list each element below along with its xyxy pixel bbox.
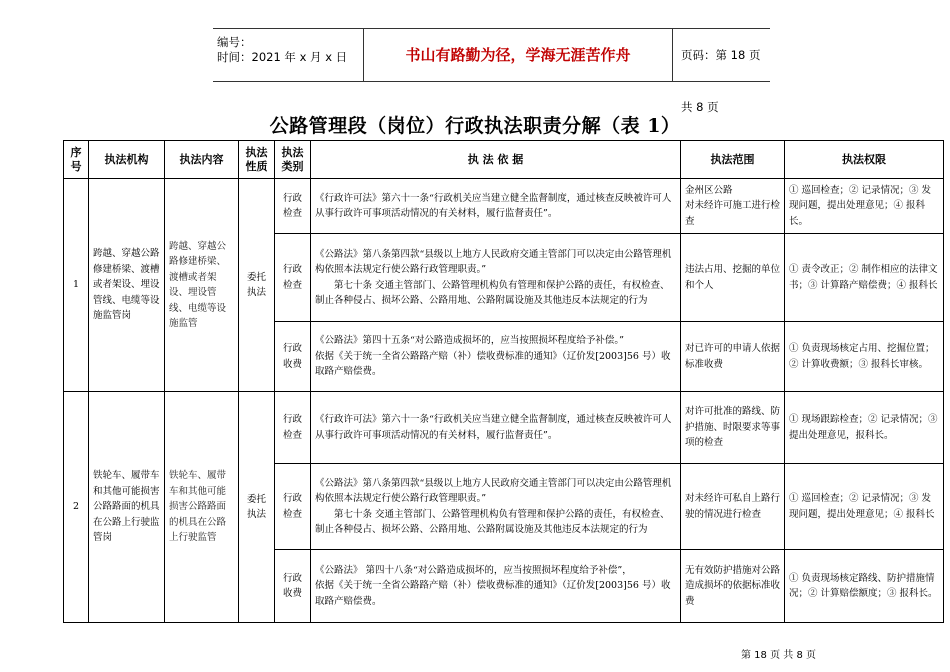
basis-paragraph: 第七十条 交通主管部门、公路管理机构负有管理和保护公路的责任，有权检查、制止各种侵占、损坏公路、公路用地、公路附属设施及其他违反本法规定的行为 [315, 508, 670, 535]
header-content: 执法内容 [165, 141, 239, 179]
row-basis [311, 550, 681, 623]
basis-paragraph: 《公路法》第八条第四款“县级以上地方人民政府交通主管部门可以决定由公路管理机构依照本法规定行使公路行政管理职责。” [315, 248, 672, 275]
basis-paragraph: 《公路法》 第四十八条“对公路造成损坏的，应当按照损坏程度给予补偿”， [315, 564, 632, 576]
row-nature: 委托执法 [239, 179, 275, 392]
row-basis [311, 179, 681, 234]
row-scope: 无有效防护措施对公路造成损坏的依据标准收费 [681, 550, 785, 623]
basis-paragraph: 《公路法》第八条第四款“县级以上地方人民政府交通主管部门可以决定由公路管理机构依照本法规定行使公路行政管理职责。” [315, 477, 672, 504]
basis-paragraph: 《公路法》第四十五条“对公路造成损坏的，应当按照损坏程度给予补偿。” [315, 335, 624, 347]
row-basis [311, 234, 681, 322]
header-seq: 序号 [64, 141, 89, 179]
basis-paragraph: 依据《关于统一全省公路路产赔（补）偿收费标准的通知》（辽价发[2003]56 号）收取路产赔偿费。 [315, 350, 671, 378]
row-seq: 1 [64, 179, 89, 392]
row-category: 行政检查 [275, 234, 311, 322]
number-label: 编号： [217, 35, 252, 49]
row-authority: ① 负责现场核定占用、挖掘位置；② 计算收费额；③ 报科长审核。 [785, 322, 944, 392]
row-category: 行政检查 [275, 392, 311, 464]
table-row [64, 179, 944, 234]
basis-paragraph: 第七十条 交通主管部门、公路管理机构负有管理和保护公路的责任，有权检查、制止各种侵占、损坏公路、公路用地、公路附属设施及其他违反本法规定的行为 [315, 279, 670, 306]
row-basis [311, 322, 681, 392]
row-org: 跨越、穿越公路修建桥梁、渡槽或者架设、埋设管线、电缆等设施监管岗 [89, 179, 165, 392]
row-content: 跨越、穿越公路修建桥梁、渡槽或者架设、埋设管线、电缆等设施监管 [165, 179, 239, 392]
row-category: 行政检查 [275, 464, 311, 550]
duty-table [63, 140, 944, 623]
row-scope: 对许可批准的路线、防护措施、时限要求等事项的检查 [681, 392, 785, 464]
header-org: 执法机构 [89, 141, 165, 179]
basis-paragraph: 《行政许可法》第六十一条“行政机关应当建立健全监督制度，通过核查反映被许可人从事行政许可事项活动情况的有关材料，履行监督责任”。 [315, 414, 672, 441]
header-nature: 执法性质 [239, 141, 275, 179]
row-org: 铁轮车、履带车和其他可能损害公路路面的机具在公路上行驶监管岗 [89, 392, 165, 623]
row-basis [311, 392, 681, 464]
document-title: 公路管理段（岗位）行政执法职责分解（表 1） [269, 115, 681, 137]
row-seq: 2 [64, 392, 89, 623]
header-page-info: 页码：第 18 页 共 8 页 [681, 48, 761, 114]
row-scope: 对未经许可私自上路行驶的情况进行检查 [681, 464, 785, 550]
row-scope: 金州区公路 对未经许可施工进行检查 [681, 179, 785, 234]
header-basis: 执 法 依 据 [311, 141, 681, 179]
page-footer: 第 18 页 共 8 页 [741, 650, 816, 661]
basis-paragraph: 《行政许可法》第六十一条“行政机关应当建立健全监督制度，通过核查反映被许可人从事行政许可事项活动情况的有关材料，履行监督责任”。 [315, 192, 672, 219]
header-authority: 执法权限 [785, 141, 944, 179]
row-authority: ① 巡回检查；② 记录情况；③ 发现问题，提出处理意见；④ 报科长 [785, 464, 944, 550]
row-scope: 违法占用、挖掘的单位和个人 [681, 234, 785, 322]
table-header-row [64, 141, 944, 179]
row-category: 行政收费 [275, 322, 311, 392]
row-authority: ① 巡回检查；② 记录情况；③ 发现问题，提出处理意见；④ 报科长。 [785, 179, 944, 234]
time-label: 时间：2021 年 x 月 x 日 [217, 50, 348, 64]
basis-paragraph: 依据《关于统一全省公路路产赔（补）偿收费标准的通知》（辽价发[2003]56 号）收取路产赔偿费。 [315, 580, 671, 607]
row-basis [311, 464, 681, 550]
row-nature: 委托执法 [239, 392, 275, 623]
row-authority: ① 现场跟踪检查；② 记录情况；③ 提出处理意见，报科长。 [785, 392, 944, 464]
header-motto: 书山有路勤为径，学海无涯苦作舟 [363, 29, 673, 81]
row-content: 铁轮车、履带车和其他可能损害公路路面的机具在公路上行驶监管 [165, 392, 239, 623]
row-category: 行政检查 [275, 179, 311, 234]
row-authority: ① 负责现场核定路线、防护措施情况；② 计算赔偿额度；③ 报科长。 [785, 550, 944, 623]
page-header [213, 28, 770, 114]
header-meta [217, 35, 347, 65]
row-category: 行政收费 [275, 550, 311, 623]
row-scope: 对已许可的申请人依据标准收费 [681, 322, 785, 392]
row-authority: ① 责令改正；② 制作相应的法律文书；③ 计算路产赔偿费；④ 报科长 [785, 234, 944, 322]
header-scope: 执法范围 [681, 141, 785, 179]
table-row [64, 392, 944, 464]
header-category: 执法类别 [275, 141, 311, 179]
